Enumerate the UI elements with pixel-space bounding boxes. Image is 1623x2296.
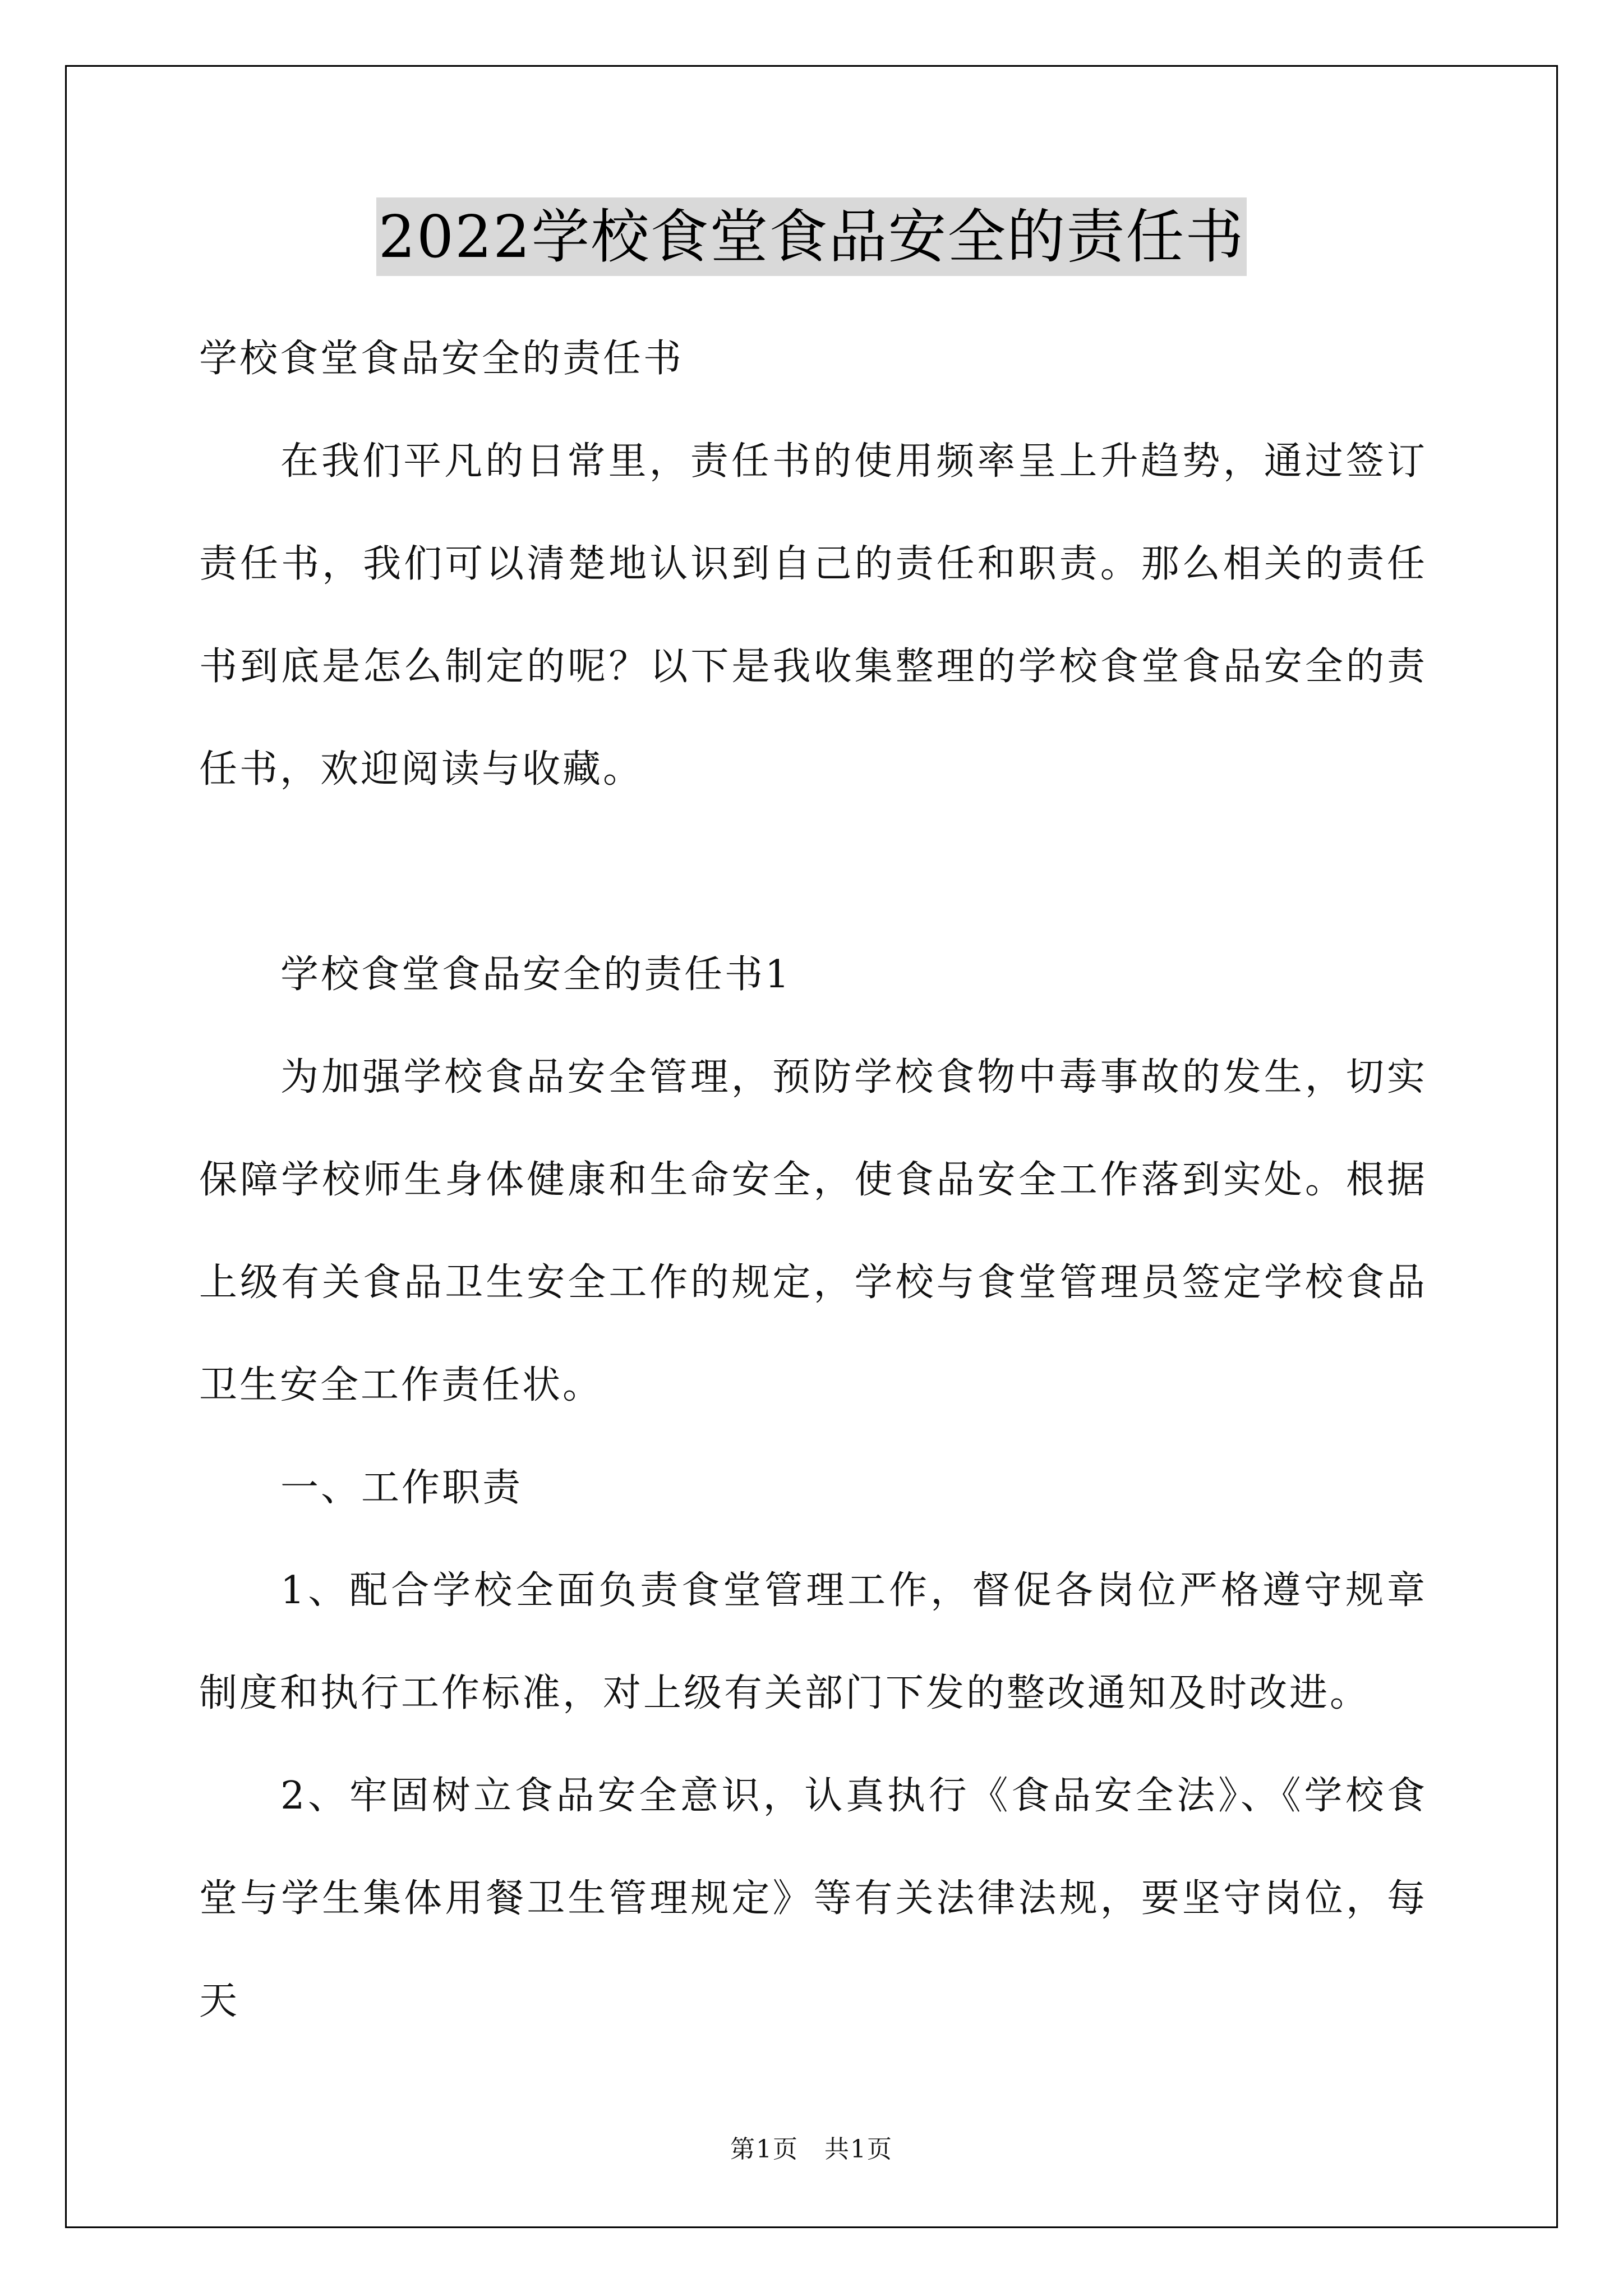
subsection-heading: 一、工作职责 — [280, 1466, 523, 1510]
title-container — [0, 197, 1623, 276]
paragraph-spacer — [199, 821, 1427, 923]
paragraph-intro: 在我们平凡的日常里，责任书的使用频率呈上升趋势，通过签订责任书，我们可以清楚地认识到自己的责任和职责。那么相关的责任书到底是怎么制定的呢？以下是我收集整理的学校食堂食品安全的责任书，欢迎阅读与收藏。 — [199, 439, 1427, 792]
document-title: 2022学校食堂食品安全的责任书 — [376, 197, 1247, 276]
list-item-1: 1、配合学校全面负责食堂管理工作，督促各岗位严格遵守规章制度和执行工作标准，对上级有关部门下发的整改通知及时改进。 — [199, 1568, 1427, 1715]
list-item-2: 2、牢固树立食品安全意识，认真执行《食品安全法》、《学校食堂与学生集体用餐卫生管理规定》等有关法律法规，要坚守岗位，每天 — [199, 1774, 1427, 2023]
page-footer: 第1页 共1页 — [730, 2135, 893, 2164]
section-heading: 学校食堂食品安全的责任书1 — [280, 953, 792, 997]
paragraph-subtitle: 学校食堂食品安全的责任书 — [199, 337, 684, 381]
paragraph-purpose: 为加强学校食品安全管理，预防学校食物中毒事故的发生，切实保障学校师生身体健康和生命安全，使食品安全工作落到实处。根据上级有关食品卫生安全工作的规定，学校与食堂管理员签定学校食品卫生安全工作责任状。 — [199, 1055, 1427, 1407]
document-body — [199, 307, 1427, 2053]
